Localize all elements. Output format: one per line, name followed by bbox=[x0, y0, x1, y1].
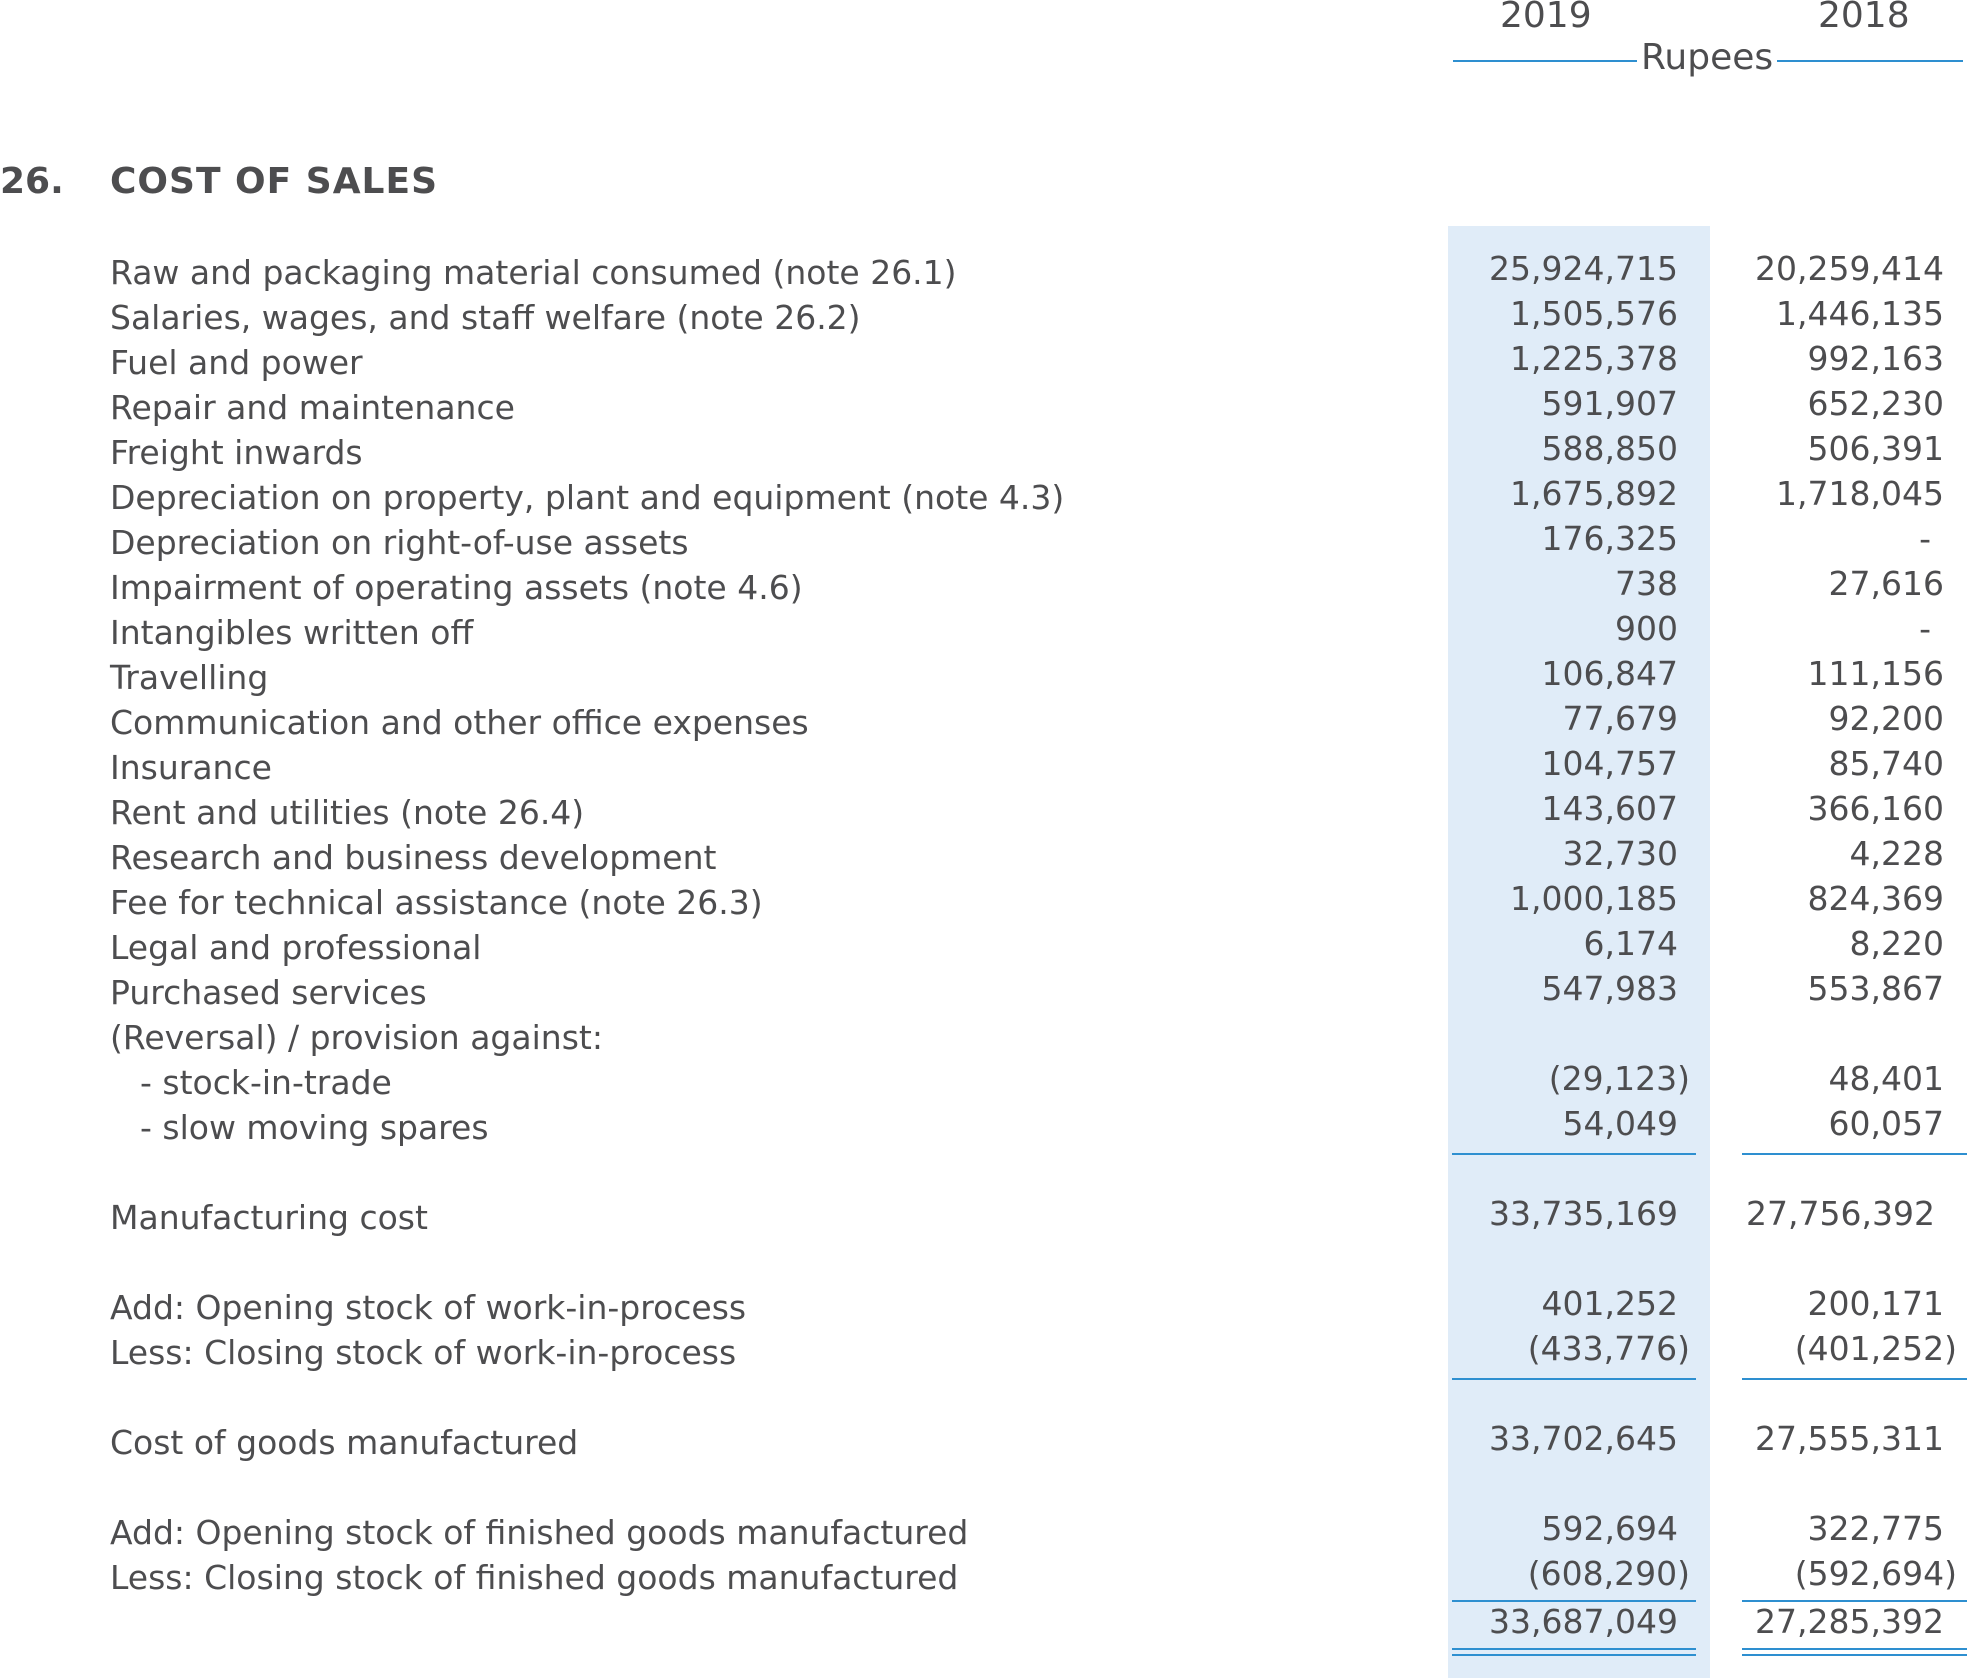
closing-finished-goods-row bbox=[0, 1555, 1967, 1600]
line-item-row bbox=[0, 880, 1967, 925]
row-value-2019: 32,730 bbox=[1562, 834, 1678, 873]
row-label: Purchased services bbox=[110, 973, 427, 1012]
closing-wip-row bbox=[0, 1330, 1967, 1375]
row-label: Travelling bbox=[110, 658, 269, 697]
row-value-2019: 106,847 bbox=[1541, 654, 1678, 693]
row-value-2019: 738 bbox=[1615, 564, 1678, 603]
row-value-2018: 4,228 bbox=[1849, 834, 1944, 873]
line-item-row bbox=[0, 295, 1967, 340]
row-label: Depreciation on property, plant and equipment (note 4.3) bbox=[110, 478, 1065, 517]
row-label: Salaries, wages, and staff welfare (note 26.2) bbox=[110, 298, 861, 337]
wip-rule-2019 bbox=[1452, 1378, 1696, 1380]
row-label: - slow moving spares bbox=[140, 1108, 489, 1147]
row-value-2018: 20,259,414 bbox=[1755, 249, 1944, 288]
line-item-row bbox=[0, 835, 1967, 880]
row-value-2019: 591,907 bbox=[1541, 384, 1678, 423]
row-value-2019: 143,607 bbox=[1541, 789, 1678, 828]
year-2018-header: 2018 bbox=[1818, 0, 1910, 36]
line-item-row bbox=[0, 250, 1967, 295]
opening-finished-goods-row bbox=[0, 1510, 1967, 1555]
row-value-2018: 8,220 bbox=[1849, 924, 1944, 963]
row-value-2019: 104,757 bbox=[1541, 744, 1678, 783]
unit-label: Rupees bbox=[1637, 36, 1777, 80]
subtotal-rule-2019 bbox=[1452, 1153, 1696, 1155]
year-2019-header: 2019 bbox=[1500, 0, 1592, 36]
row-label: - stock-in-trade bbox=[140, 1063, 392, 1102]
row-value-2019: 1,675,892 bbox=[1510, 474, 1678, 513]
row-value-2019: 401,252 bbox=[1541, 1284, 1678, 1323]
row-label: Add: Opening stock of work-in-process bbox=[110, 1288, 747, 1327]
line-item-row bbox=[0, 1015, 1967, 1060]
row-label: Less: Closing stock of work-in-process bbox=[110, 1333, 737, 1372]
row-value-2018: 366,160 bbox=[1807, 789, 1944, 828]
row-value-2018: (592,694) bbox=[1794, 1554, 1957, 1593]
row-value-2019: (608,290) bbox=[1527, 1554, 1690, 1593]
row-value-2018: (401,252) bbox=[1794, 1329, 1957, 1368]
row-value-2018: - bbox=[1919, 609, 1931, 648]
row-value-2019: 900 bbox=[1615, 609, 1678, 648]
row-value-2019: 25,924,715 bbox=[1489, 249, 1678, 288]
line-item-row bbox=[0, 565, 1967, 610]
line-item-row bbox=[0, 385, 1967, 430]
total-row bbox=[0, 1603, 1967, 1648]
total-double-rule-b-2019 bbox=[1452, 1654, 1696, 1656]
cogm-row bbox=[0, 1420, 1967, 1465]
manufacturing-cost-label: Manufacturing cost bbox=[110, 1198, 428, 1237]
row-label: Raw and packaging material consumed (note 26.1) bbox=[110, 253, 957, 292]
line-item-row bbox=[0, 790, 1967, 835]
line-item-row bbox=[0, 970, 1967, 1015]
line-item-row bbox=[0, 610, 1967, 655]
row-value-2018: 824,369 bbox=[1807, 879, 1944, 918]
row-value-2018: 48,401 bbox=[1828, 1059, 1944, 1098]
line-item-row bbox=[0, 925, 1967, 970]
line-item-row bbox=[0, 1060, 1967, 1105]
row-value-2019: 592,694 bbox=[1541, 1509, 1678, 1548]
line-item-row bbox=[0, 475, 1967, 520]
line-item-row bbox=[0, 520, 1967, 565]
row-label: Research and business development bbox=[110, 838, 717, 877]
row-value-2018: - bbox=[1919, 519, 1931, 558]
row-value-2019: 547,983 bbox=[1541, 969, 1678, 1008]
opening-wip-row bbox=[0, 1285, 1967, 1330]
row-value-2019: (433,776) bbox=[1527, 1329, 1690, 1368]
section-number: 26. bbox=[0, 161, 64, 202]
row-value-2019: (29,123) bbox=[1548, 1059, 1690, 1098]
row-value-2018: 111,156 bbox=[1807, 654, 1944, 693]
row-label: Less: Closing stock of finished goods manufactured bbox=[110, 1558, 959, 1597]
line-item-row bbox=[0, 1105, 1967, 1150]
line-item-row bbox=[0, 430, 1967, 475]
line-item-row bbox=[0, 340, 1967, 385]
cogm-2019: 33,702,645 bbox=[1489, 1419, 1678, 1458]
row-value-2018: 27,616 bbox=[1828, 564, 1944, 603]
row-value-2019: 6,174 bbox=[1583, 924, 1678, 963]
row-value-2019: 54,049 bbox=[1562, 1104, 1678, 1143]
total-double-rule-b-2018 bbox=[1742, 1654, 1967, 1656]
row-label: Insurance bbox=[110, 748, 272, 787]
manufacturing-cost-2019: 33,735,169 bbox=[1489, 1194, 1678, 1233]
row-value-2019: 1,505,576 bbox=[1510, 294, 1678, 333]
row-value-2018: 85,740 bbox=[1828, 744, 1944, 783]
row-value-2019: 1,000,185 bbox=[1510, 879, 1678, 918]
row-value-2018: 652,230 bbox=[1807, 384, 1944, 423]
row-label: Freight inwards bbox=[110, 433, 363, 472]
line-item-row bbox=[0, 700, 1967, 745]
row-label: Repair and maintenance bbox=[110, 388, 515, 427]
total-2018: 27,285,392 bbox=[1755, 1602, 1944, 1641]
row-value-2018: 92,200 bbox=[1828, 699, 1944, 738]
row-label: Communication and other office expenses bbox=[110, 703, 809, 742]
row-label: Intangibles written off bbox=[110, 613, 474, 652]
section-title: COST OF SALES bbox=[110, 161, 439, 202]
total-double-rule-a-2019 bbox=[1452, 1648, 1696, 1650]
row-value-2019: 176,325 bbox=[1541, 519, 1678, 558]
total-double-rule-a-2018 bbox=[1742, 1648, 1967, 1650]
row-value-2018: 200,171 bbox=[1807, 1284, 1944, 1323]
manufacturing-cost-2018: 27,756,392 bbox=[1746, 1194, 1935, 1233]
row-label: Fee for technical assistance (note 26.3) bbox=[110, 883, 763, 922]
row-value-2018: 553,867 bbox=[1807, 969, 1944, 1008]
cogm-label: Cost of goods manufactured bbox=[110, 1423, 579, 1462]
row-value-2019: 588,850 bbox=[1541, 429, 1678, 468]
row-label: (Reversal) / provision against: bbox=[110, 1018, 603, 1057]
row-value-2018: 60,057 bbox=[1828, 1104, 1944, 1143]
row-label: Legal and professional bbox=[110, 928, 482, 967]
row-value-2019: 1,225,378 bbox=[1510, 339, 1678, 378]
row-label: Impairment of operating assets (note 4.6) bbox=[110, 568, 803, 607]
row-label: Fuel and power bbox=[110, 343, 363, 382]
row-label: Depreciation on right-of-use assets bbox=[110, 523, 689, 562]
line-item-row bbox=[0, 745, 1967, 790]
row-value-2018: 506,391 bbox=[1807, 429, 1944, 468]
row-value-2018: 322,775 bbox=[1807, 1509, 1944, 1548]
cogm-2018: 27,555,311 bbox=[1755, 1419, 1944, 1458]
line-item-row bbox=[0, 655, 1967, 700]
total-2019: 33,687,049 bbox=[1489, 1602, 1678, 1641]
row-label: Rent and utilities (note 26.4) bbox=[110, 793, 585, 832]
subtotal-rule-2018 bbox=[1742, 1153, 1967, 1155]
manufacturing-cost-row bbox=[0, 1195, 1967, 1240]
row-label: Add: Opening stock of finished goods manufactured bbox=[110, 1513, 969, 1552]
wip-rule-2018 bbox=[1742, 1378, 1967, 1380]
row-value-2018: 992,163 bbox=[1807, 339, 1944, 378]
row-value-2018: 1,446,135 bbox=[1776, 294, 1944, 333]
row-value-2018: 1,718,045 bbox=[1776, 474, 1944, 513]
row-value-2019: 77,679 bbox=[1562, 699, 1678, 738]
